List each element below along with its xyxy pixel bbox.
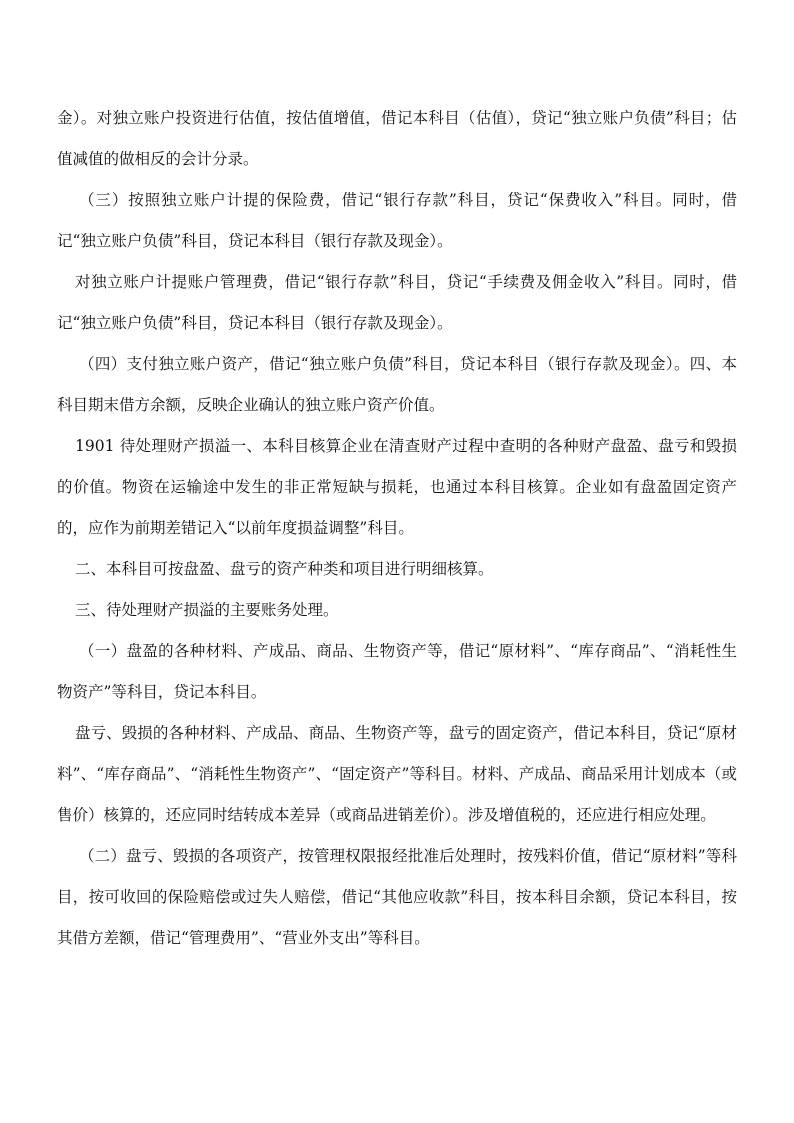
paragraph-8: （一）盘盈的各种材料、产成品、商品、生物资产等，借记“原材料”、“库存商品”、“消耗性生物资产”等科目，贷记本科目。 [57,642,737,701]
paragraph-1: 金）。对独立账户投资进行估值，按估值增值，借记本科目（估值），贷记“独立账户负债”科目；估值减值的做相反的会计分录。 [57,109,737,168]
paragraph-7: 三、待处理财产损溢的主要账务处理。 [75,601,339,619]
paragraph-6: 二、本科目可按盘盈、盘亏的资产种类和项目进行明细核算。 [75,560,494,578]
paragraph-3: 对独立账户计提账户管理费，借记“银行存款”科目，贷记“手续费及佣金收入”科目。同时，借记“独立账户负债”科目，贷记本科目（银行存款及现金）。 [57,273,737,332]
paragraph-5: 1901 待处理财产损溢一、本科目核算企业在清查财产过程中查明的各种财产盘盈、盘亏和毁损的价值。物资在运输途中发生的非正常短缺与损耗，也通过本科目核算。企业如有盘盈固定资产的，应作为前期差错记入“以前年度损益调整”科目。 [57,437,737,537]
paragraph-10: （二）盘亏、毁损的各项资产，按管理权限报经批准后处理时，按残料价值，借记“原材料”等科目，按可收回的保险赔偿或过失人赔偿，借记“其他应收款”科目，按本科目余额，贷记本科目，按其借方差额，借记“管理费用”、“营业外支出”等科目。 [57,847,737,947]
document-body [57,98,737,959]
paragraph-4: （四）支付独立账户资产，借记“独立账户负债”科目，贷记本科目（银行存款及现金）。四、本科目期末借方余额，反映企业确认的独立账户资产价值。 [57,355,737,414]
paragraph-9: 盘亏、毁损的各种材料、产成品、商品、生物资产等，盘亏的固定资产，借记本科目，贷记“原材料”、“库存商品”、“消耗性生物资产”、“固定资产”等科目。材料、产成品、商品采用计划成本（或售价）核算的，还应同时结转成本差异（或商品进销差价）。涉及增值税的，还应进行相应处理。 [57,724,737,824]
paragraph-2: （三）按照独立账户计提的保险费，借记“银行存款”科目，贷记“保费收入”科目。同时，借记“独立账户负债”科目，贷记本科目（银行存款及现金）。 [57,191,737,250]
